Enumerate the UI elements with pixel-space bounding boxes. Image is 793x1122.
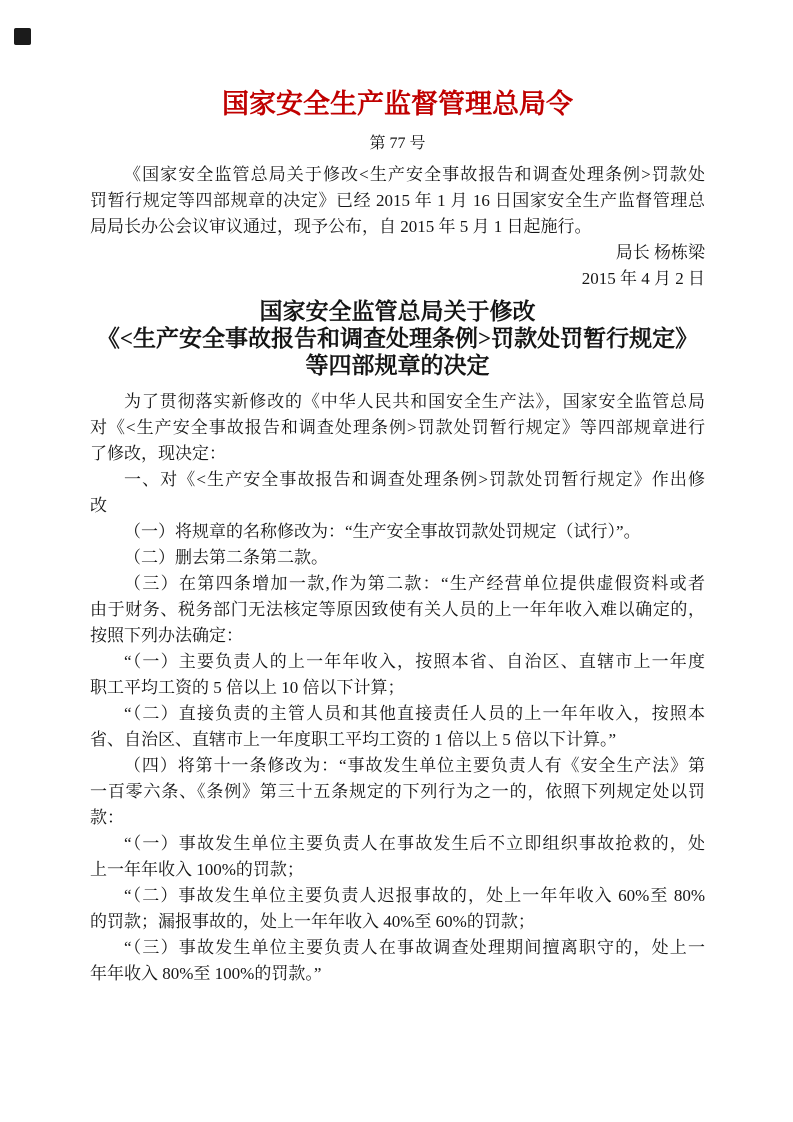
text-line: 国家安全监管总局关于修改 [259,299,536,324]
text-line: 罚暂行规定等四部规章的决定》已经 2015 年 1 月 16 日国家安全生产监督管理总 [90,191,705,210]
text-line: 上一年年收入 100%的罚款； [90,860,304,879]
date-line: 2015 年 4 月 2 日 [581,269,705,288]
preamble-paragraph [90,162,705,240]
paragraph [90,701,705,753]
text-line: 局局长办公会议审议通过，现予公布，自 2015 年 5 月 1 日起施行。 [90,217,592,236]
text-line: 等四部规章的决定 [305,353,490,378]
black-square-marker [14,28,31,45]
text-line: 对《<生产安全事故报告和调查处理条例>罚款处罚暂行规定》等四部规章进行 [90,418,705,437]
text-line: “（一）事故发生单位主要负责人在事故发生后不立即组织事故抢救的，处 [124,834,705,853]
paragraph [90,883,705,935]
paragraph [90,389,705,467]
text-line: 款： [90,808,124,827]
text-line: （二）删去第二条第二款。 [124,548,328,567]
paragraph [90,831,705,883]
doc-number: 第 77 号 [369,135,426,152]
decision-title [90,298,705,379]
text-line: 一、对《<生产安全事故报告和调查处理条例>罚款处罚暂行规定》作出修 [124,470,705,489]
paragraph [90,935,705,987]
text-line: 年年收入 80%至 100%的罚款。” [90,964,322,983]
text-line: 了修改，现决定： [90,444,226,463]
text-line: 按照下列办法确定： [90,626,243,645]
text-line: “（三）事故发生单位主要负责人在事故调查处理期间擅离职守的，处上一 [124,938,705,957]
text-line: 省、自治区、直辖市上一年度职工平均工资的 1 倍以上 5 倍以下计算。” [90,730,617,749]
paragraph [90,571,705,649]
paragraph [90,519,705,545]
text-line: 一百零六条、《条例》第三十五条规定的下列行为之一的，依照下列规定处以罚 [90,782,705,801]
text-line: 职工平均工资的 5 倍以上 10 倍以下计算； [90,678,405,697]
text-line: “（二）直接负责的主管人员和其他直接责任人员的上一年年收入，按照本 [124,704,705,723]
text-line: 由于财务、税务部门无法核定等原因致使有关人员的上一年年收入难以确定的， [90,600,705,619]
signer-line: 局长 杨栋梁 [615,243,705,262]
paragraph [90,753,705,831]
text-line: 改 [90,496,107,515]
text-line: “（一）主要负责人的上一年年收入，按照本省、自治区、直辖市上一年度 [124,652,705,671]
text-line: 的罚款；漏报事故的，处上一年年收入 40%至 60%的罚款； [90,912,535,931]
document-body [90,389,705,987]
text-line: 《国家安全监管总局关于修改<生产安全事故报告和调查处理条例>罚款处 [124,165,705,184]
text-line: 为了贯彻落实新修改的《中华人民共和国安全生产法》，国家安全监管总局 [124,392,705,411]
text-line: 《<生产安全事故报告和调查处理条例>罚款处罚暂行规定》 [96,326,699,351]
paragraph [90,467,705,519]
paragraph [90,545,705,571]
text-line: （三）在第四条增加一款,作为第二款：“生产经营单位提供虚假资料或者 [124,574,705,593]
document-title: 国家安全生产监督管理总局令 [222,89,573,119]
text-line: “（二）事故发生单位主要负责人迟报事故的，处上一年年收入 60%至 80% [124,886,705,905]
text-line: （一）将规章的名称修改为：“生产安全事故罚款处罚规定（试行）”。 [124,522,641,541]
paragraph [90,649,705,701]
text-line: （四）将第十一条修改为：“事故发生单位主要负责人有《安全生产法》第 [124,756,705,775]
